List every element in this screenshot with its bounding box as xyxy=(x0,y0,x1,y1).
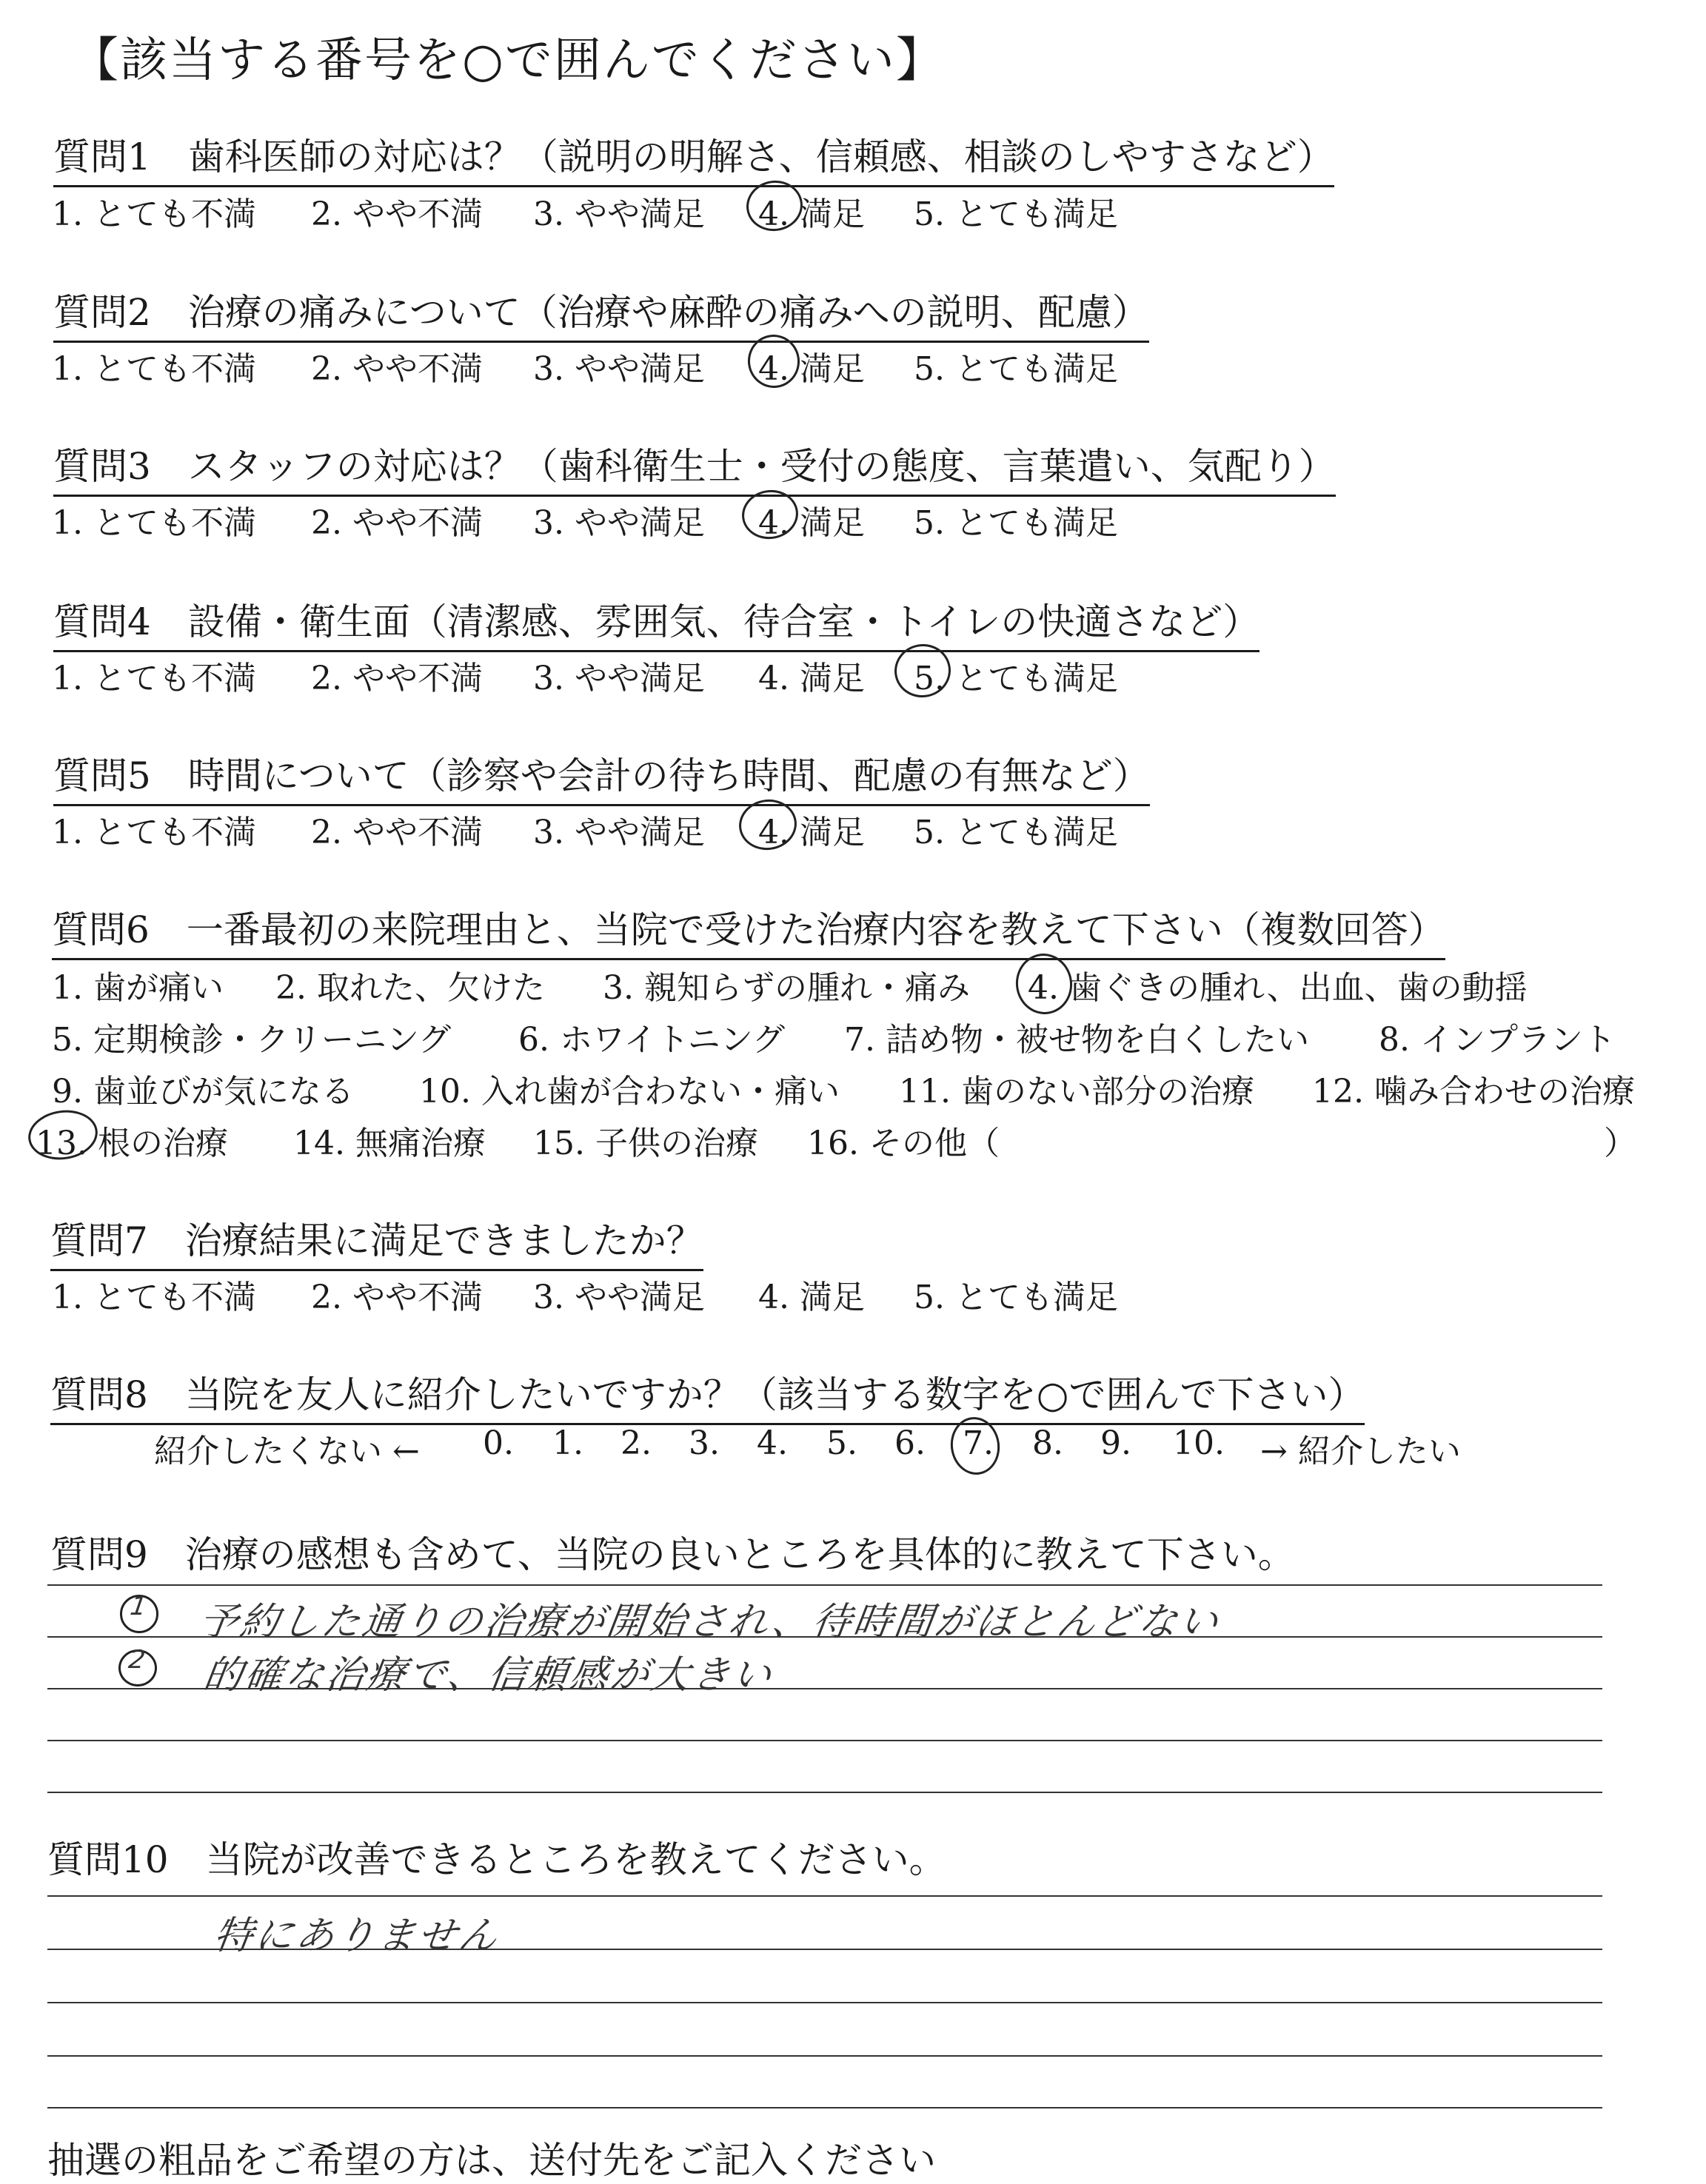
q2-option-1[interactable]: 1. とても不満 xyxy=(52,350,256,388)
q9-answer-1-number: 1 xyxy=(128,1592,151,1621)
q3-option-4[interactable]: 4. 満足 xyxy=(758,504,865,542)
q7-option-1[interactable]: 1. とても不満 xyxy=(52,1279,256,1316)
q4-option-5[interactable]: 5. とても満足 xyxy=(914,660,1118,697)
q1-option-5[interactable]: 5. とても満足 xyxy=(914,195,1118,233)
q8-scale-6[interactable]: 6. xyxy=(894,1424,926,1462)
q5-title: 質問5 時間について（診察や会計の待ち時間、配慮の有無など） xyxy=(53,746,1150,806)
footer-partial-text: 抽選の粗品をご希望の方は、送付先をご記入ください xyxy=(47,2139,936,2182)
q6-option-3[interactable]: 3. 親知らずの腫れ・痛み xyxy=(603,969,970,1007)
q3-option-3[interactable]: 3. やや満足 xyxy=(533,504,705,542)
q6-option-5[interactable]: 5. 定期検診・クリーニング xyxy=(52,1021,452,1059)
q1-option-3[interactable]: 3. やや満足 xyxy=(533,195,705,233)
q10-answer-line-5 xyxy=(47,2107,1602,2108)
q9-answer-line-4 xyxy=(47,1740,1602,1741)
q6-option-15[interactable]: 15. 子供の治療 xyxy=(533,1125,758,1162)
q10-answer-text: 特にありません xyxy=(211,1914,503,1958)
q8-left-label: 紹介したくない ← xyxy=(154,1433,420,1470)
q8-scale-7[interactable]: 7. xyxy=(963,1424,994,1462)
q5-option-1[interactable]: 1. とても不満 xyxy=(52,814,256,851)
q9-answer-1-text: 予約した通りの治療が開始され、待時間がほとんどない xyxy=(196,1600,1223,1644)
q4-option-1[interactable]: 1. とても不満 xyxy=(52,660,256,697)
q6-option-7[interactable]: 7. 詰め物・被せ物を白くしたい xyxy=(844,1021,1309,1059)
q3-option-5[interactable]: 5. とても満足 xyxy=(914,504,1118,542)
q10-title: 質問10 当院が改善できるところを教えてください。 xyxy=(47,1838,946,1881)
q10-answer-line-4 xyxy=(47,2055,1602,2057)
q6-option-16[interactable]: 16. その他（ xyxy=(807,1125,1000,1162)
q8-title: 質問8 当院を友人に紹介したいですか？（該当する数字を○で囲んで下さい） xyxy=(50,1365,1365,1425)
q4-title: 質問4 設備・衛生面（清潔感、雰囲気、待合室・トイレの快適さなど） xyxy=(53,592,1260,652)
q7-option-3[interactable]: 3. やや満足 xyxy=(533,1279,705,1316)
q6-option-11[interactable]: 11. 歯のない部分の治療 xyxy=(899,1073,1254,1111)
q8-scale-1[interactable]: 1. xyxy=(552,1424,583,1462)
q4-option-2[interactable]: 2. やや不満 xyxy=(311,660,483,697)
q8-scale-3[interactable]: 3. xyxy=(689,1424,720,1462)
q3-option-1[interactable]: 1. とても不満 xyxy=(52,504,256,542)
q7-title: 質問7 治療結果に満足できましたか？ xyxy=(50,1211,703,1271)
q8-right-label: → 紹介したい xyxy=(1260,1433,1461,1470)
q7-option-2[interactable]: 2. やや不満 xyxy=(311,1279,483,1316)
q1-title: 質問1 歯科医師の対応は？（説明の明解さ、信頼感、相談のしやすさなど） xyxy=(53,127,1334,187)
q6-title: 質問6 一番最初の来院理由と、当院で受けた治療内容を教えて下さい（複数回答） xyxy=(52,900,1445,960)
q2-option-2[interactable]: 2. やや不満 xyxy=(311,350,483,388)
q10-answer-line-3 xyxy=(47,2002,1602,2003)
q6-option-1[interactable]: 1. 歯が痛い xyxy=(52,969,224,1007)
q8-scale-0[interactable]: 0. xyxy=(483,1424,514,1462)
q4-option-3[interactable]: 3. やや満足 xyxy=(533,660,705,697)
q5-option-3[interactable]: 3. やや満足 xyxy=(533,814,705,851)
q2-title: 質問2 治療の痛みについて（治療や麻酔の痛みへの説明、配慮） xyxy=(53,283,1149,343)
q2-option-5[interactable]: 5. とても満足 xyxy=(914,350,1118,388)
q6-option-6[interactable]: 6. ホワイトニング xyxy=(518,1021,786,1059)
q9-answer-2-text: 的確な治療で、信頼感が大きい xyxy=(201,1653,777,1698)
q6-option-13[interactable]: 13. 根の治療 xyxy=(36,1125,228,1162)
q2-option-3[interactable]: 3. やや満足 xyxy=(533,350,705,388)
q3-option-2[interactable]: 2. やや不満 xyxy=(311,504,483,542)
q9-title: 質問9 治療の感想も含めて、当院の良いところを具体的に教えて下さい。 xyxy=(50,1533,1295,1576)
q6-option-4[interactable]: 4. 歯ぐきの腫れ、出血、歯の動揺 xyxy=(1028,969,1528,1007)
page-heading: 【該当する番号を○で囲んでください】 xyxy=(71,33,945,88)
q1-option-2[interactable]: 2. やや不満 xyxy=(311,195,483,233)
q9-answer-line-5 xyxy=(47,1792,1602,1793)
q6-option-9[interactable]: 9. 歯並びが気になる xyxy=(52,1073,354,1111)
q1-option-4[interactable]: 4. 満足 xyxy=(758,195,865,233)
q10-answer-line-1 xyxy=(47,1895,1602,1897)
q9-answer-line-1 xyxy=(47,1584,1602,1586)
q3-title: 質問3 スタッフの対応は？（歯科衛生士・受付の態度、言葉遣い、気配り） xyxy=(53,437,1336,497)
q6-option-2[interactable]: 2. 取れた、欠けた xyxy=(275,969,545,1007)
q8-scale-2[interactable]: 2. xyxy=(620,1424,652,1462)
q7-option-4[interactable]: 4. 満足 xyxy=(758,1279,865,1316)
q8-scale-8[interactable]: 8. xyxy=(1032,1424,1063,1462)
q8-scale-9[interactable]: 9. xyxy=(1100,1424,1131,1462)
q6-option-16-close: ） xyxy=(1604,1125,1636,1162)
q6-option-8[interactable]: 8. インプラント xyxy=(1379,1021,1616,1059)
q8-scale-5[interactable]: 5. xyxy=(826,1424,857,1462)
q7-option-5[interactable]: 5. とても満足 xyxy=(914,1279,1118,1316)
q5-option-4[interactable]: 4. 満足 xyxy=(758,814,865,851)
q1-option-1[interactable]: 1. とても不満 xyxy=(52,195,256,233)
q9-answer-2-number: 2 xyxy=(127,1645,150,1675)
q5-option-5[interactable]: 5. とても満足 xyxy=(914,814,1118,851)
q4-option-4[interactable]: 4. 満足 xyxy=(758,660,865,697)
q2-option-4[interactable]: 4. 満足 xyxy=(758,350,865,388)
q6-option-14[interactable]: 14. 無痛治療 xyxy=(293,1125,486,1162)
q6-option-10[interactable]: 10. 入れ歯が合わない・痛い xyxy=(419,1073,840,1111)
q8-scale-10[interactable]: 10. xyxy=(1173,1424,1225,1462)
q6-option-12[interactable]: 12. 噛み合わせの治療 xyxy=(1312,1073,1635,1111)
q5-option-2[interactable]: 2. やや不満 xyxy=(311,814,483,851)
q8-scale-4[interactable]: 4. xyxy=(757,1424,788,1462)
